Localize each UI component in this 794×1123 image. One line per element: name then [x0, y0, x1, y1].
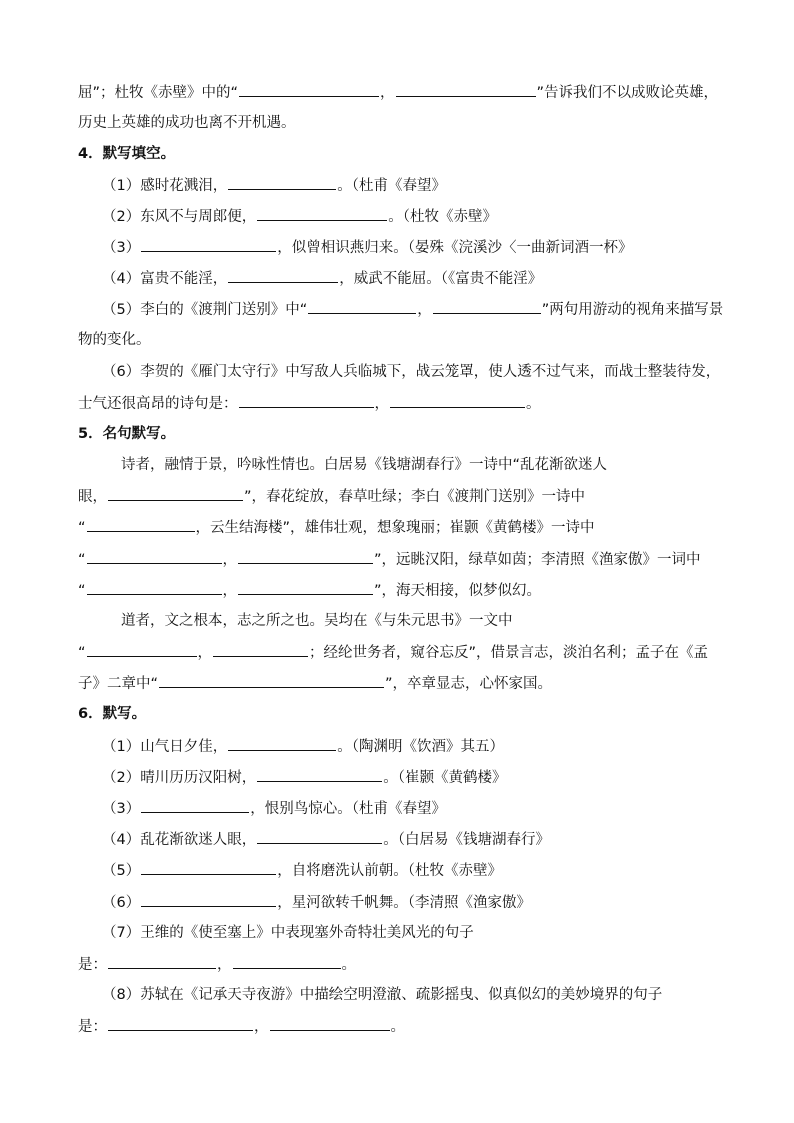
- answer-blank[interactable]: [141, 798, 249, 813]
- answer-blank[interactable]: [87, 549, 222, 564]
- answer-blank[interactable]: [159, 673, 384, 688]
- answer-blank[interactable]: [390, 393, 525, 408]
- question-5-para-1-line-5: “ ， ”，海天相接，似梦似幻。: [78, 580, 738, 601]
- question-6-item-4: （4）乱花渐欲迷人眼， 。（白居易《钱塘湖春行》: [102, 829, 738, 850]
- answer-blank[interactable]: [239, 393, 374, 408]
- answer-blank[interactable]: [239, 82, 379, 97]
- answer-blank[interactable]: [87, 517, 195, 532]
- answer-blank[interactable]: [228, 268, 338, 283]
- question-6-item-8-cont: 是： ， 。: [78, 1016, 738, 1037]
- question-4-item-3: （3） ，似曾相识燕归来。（晏殊《浣溪沙〈一曲新词酒一杯》: [102, 237, 738, 258]
- answer-blank[interactable]: [87, 642, 197, 657]
- answer-blank[interactable]: [257, 767, 382, 782]
- question-4-item-4: （4）富贵不能淫， ，威武不能屈。（《富贵不能淫》: [102, 268, 738, 289]
- question-4-item-6-cont: 士气还很高昂的诗句是： ， 。: [78, 393, 738, 414]
- answer-blank[interactable]: [238, 549, 373, 564]
- question-6-item-3: （3） ，恨别鸟惊心。（杜甫《春望》: [102, 798, 738, 819]
- answer-blank[interactable]: [257, 829, 382, 844]
- answer-blank[interactable]: [257, 206, 387, 221]
- answer-blank[interactable]: [233, 954, 341, 969]
- answer-blank[interactable]: [228, 736, 336, 751]
- answer-blank[interactable]: [141, 860, 276, 875]
- answer-blank[interactable]: [228, 175, 336, 190]
- answer-blank[interactable]: [108, 486, 243, 501]
- question-4-item-1: （1）感时花溅泪， 。（杜甫《春望》: [102, 175, 738, 196]
- question-6-item-7-cont: 是： ， 。: [78, 954, 738, 975]
- question-6-item-2: （2）晴川历历汉阳树， 。（崔颢《黄鹤楼》: [102, 767, 738, 788]
- question-6-item-5: （5） ，自将磨洗认前朝。（杜牧《赤壁》: [102, 860, 738, 881]
- question-5-para-2-line-3: 子》二章中“ ”，卒章显志，心怀家国。: [78, 673, 738, 694]
- intro-line-1: 屈”；杜牧《赤壁》中的“ ， ”告诉我们不以成败论英雄，: [78, 82, 738, 103]
- answer-blank[interactable]: [87, 580, 222, 595]
- answer-blank[interactable]: [433, 299, 541, 314]
- question-5-para-2: 道者，文之根本，志之所之也。吴均在《与朱元思书》一文中: [121, 613, 513, 629]
- question-5-para-1: 诗者，融情于景，吟咏性情也。白居易《钱塘湖春行》一诗中“乱花渐欲迷人: [121, 457, 608, 473]
- question-5-title: 5．名句默写。: [78, 426, 176, 442]
- question-4-item-5-cont: 物的变化。: [78, 332, 151, 348]
- answer-blank[interactable]: [108, 1016, 253, 1031]
- answer-blank[interactable]: [270, 1016, 390, 1031]
- question-4-item-6: （6）李贺的《雁门太守行》中写敌人兵临城下，战云笼罩，使人透不过气来，而战士整装待发，: [102, 364, 721, 380]
- question-6-item-8: （8）苏轼在《记承天寺夜游》中描绘空明澄澈、疏影摇曳、似真似幻的美妙境界的句子: [102, 987, 663, 1003]
- question-5-para-1-line-2: 眼， ”，春花绽放，春草吐绿；李白《渡荆门送别》一诗中: [78, 486, 738, 507]
- question-5-para-1-line-4: “ ， ”，远眺汉阳，绿草如茵；李清照《渔家傲》一词中: [78, 549, 738, 570]
- question-6-item-7: （7）王维的《使至塞上》中表现塞外奇特壮美风光的句子: [102, 925, 474, 941]
- answer-blank[interactable]: [141, 237, 276, 252]
- question-6-title: 6．默写。: [78, 706, 147, 722]
- answer-blank[interactable]: [141, 892, 276, 907]
- intro-text: 屈”；杜牧《赤壁》中的“: [78, 85, 239, 101]
- question-6-item-6: （6） ，星河欲转千帆舞。（李清照《渔家傲》: [102, 892, 738, 913]
- answer-blank[interactable]: [308, 299, 416, 314]
- question-6-item-1: （1）山气日夕佳， 。（陶渊明《饮酒》其五）: [102, 736, 738, 757]
- question-5-para-1-line-3: “ ，云生结海楼”，雄伟壮观，想象瑰丽；崔颢《黄鹤楼》一诗中: [78, 517, 738, 538]
- answer-blank[interactable]: [396, 82, 536, 97]
- answer-blank[interactable]: [108, 954, 216, 969]
- intro-line-2: 历史上英雄的成功也离不开机遇。: [78, 115, 296, 131]
- question-4-item-2: （2）东风不与周郎便， 。（杜牧《赤壁》: [102, 206, 738, 227]
- question-4-item-5: （5）李白的《渡荆门送别》中“ ， ”两句用游动的视角来描写景: [102, 299, 738, 320]
- answer-blank[interactable]: [238, 580, 373, 595]
- question-4-title: 4．默写填空。: [78, 146, 176, 162]
- question-5-para-2-line-2: “ ， ；经纶世务者，窥谷忘反”，借景言志，淡泊名利；孟子在《孟: [78, 642, 738, 663]
- answer-blank[interactable]: [213, 642, 308, 657]
